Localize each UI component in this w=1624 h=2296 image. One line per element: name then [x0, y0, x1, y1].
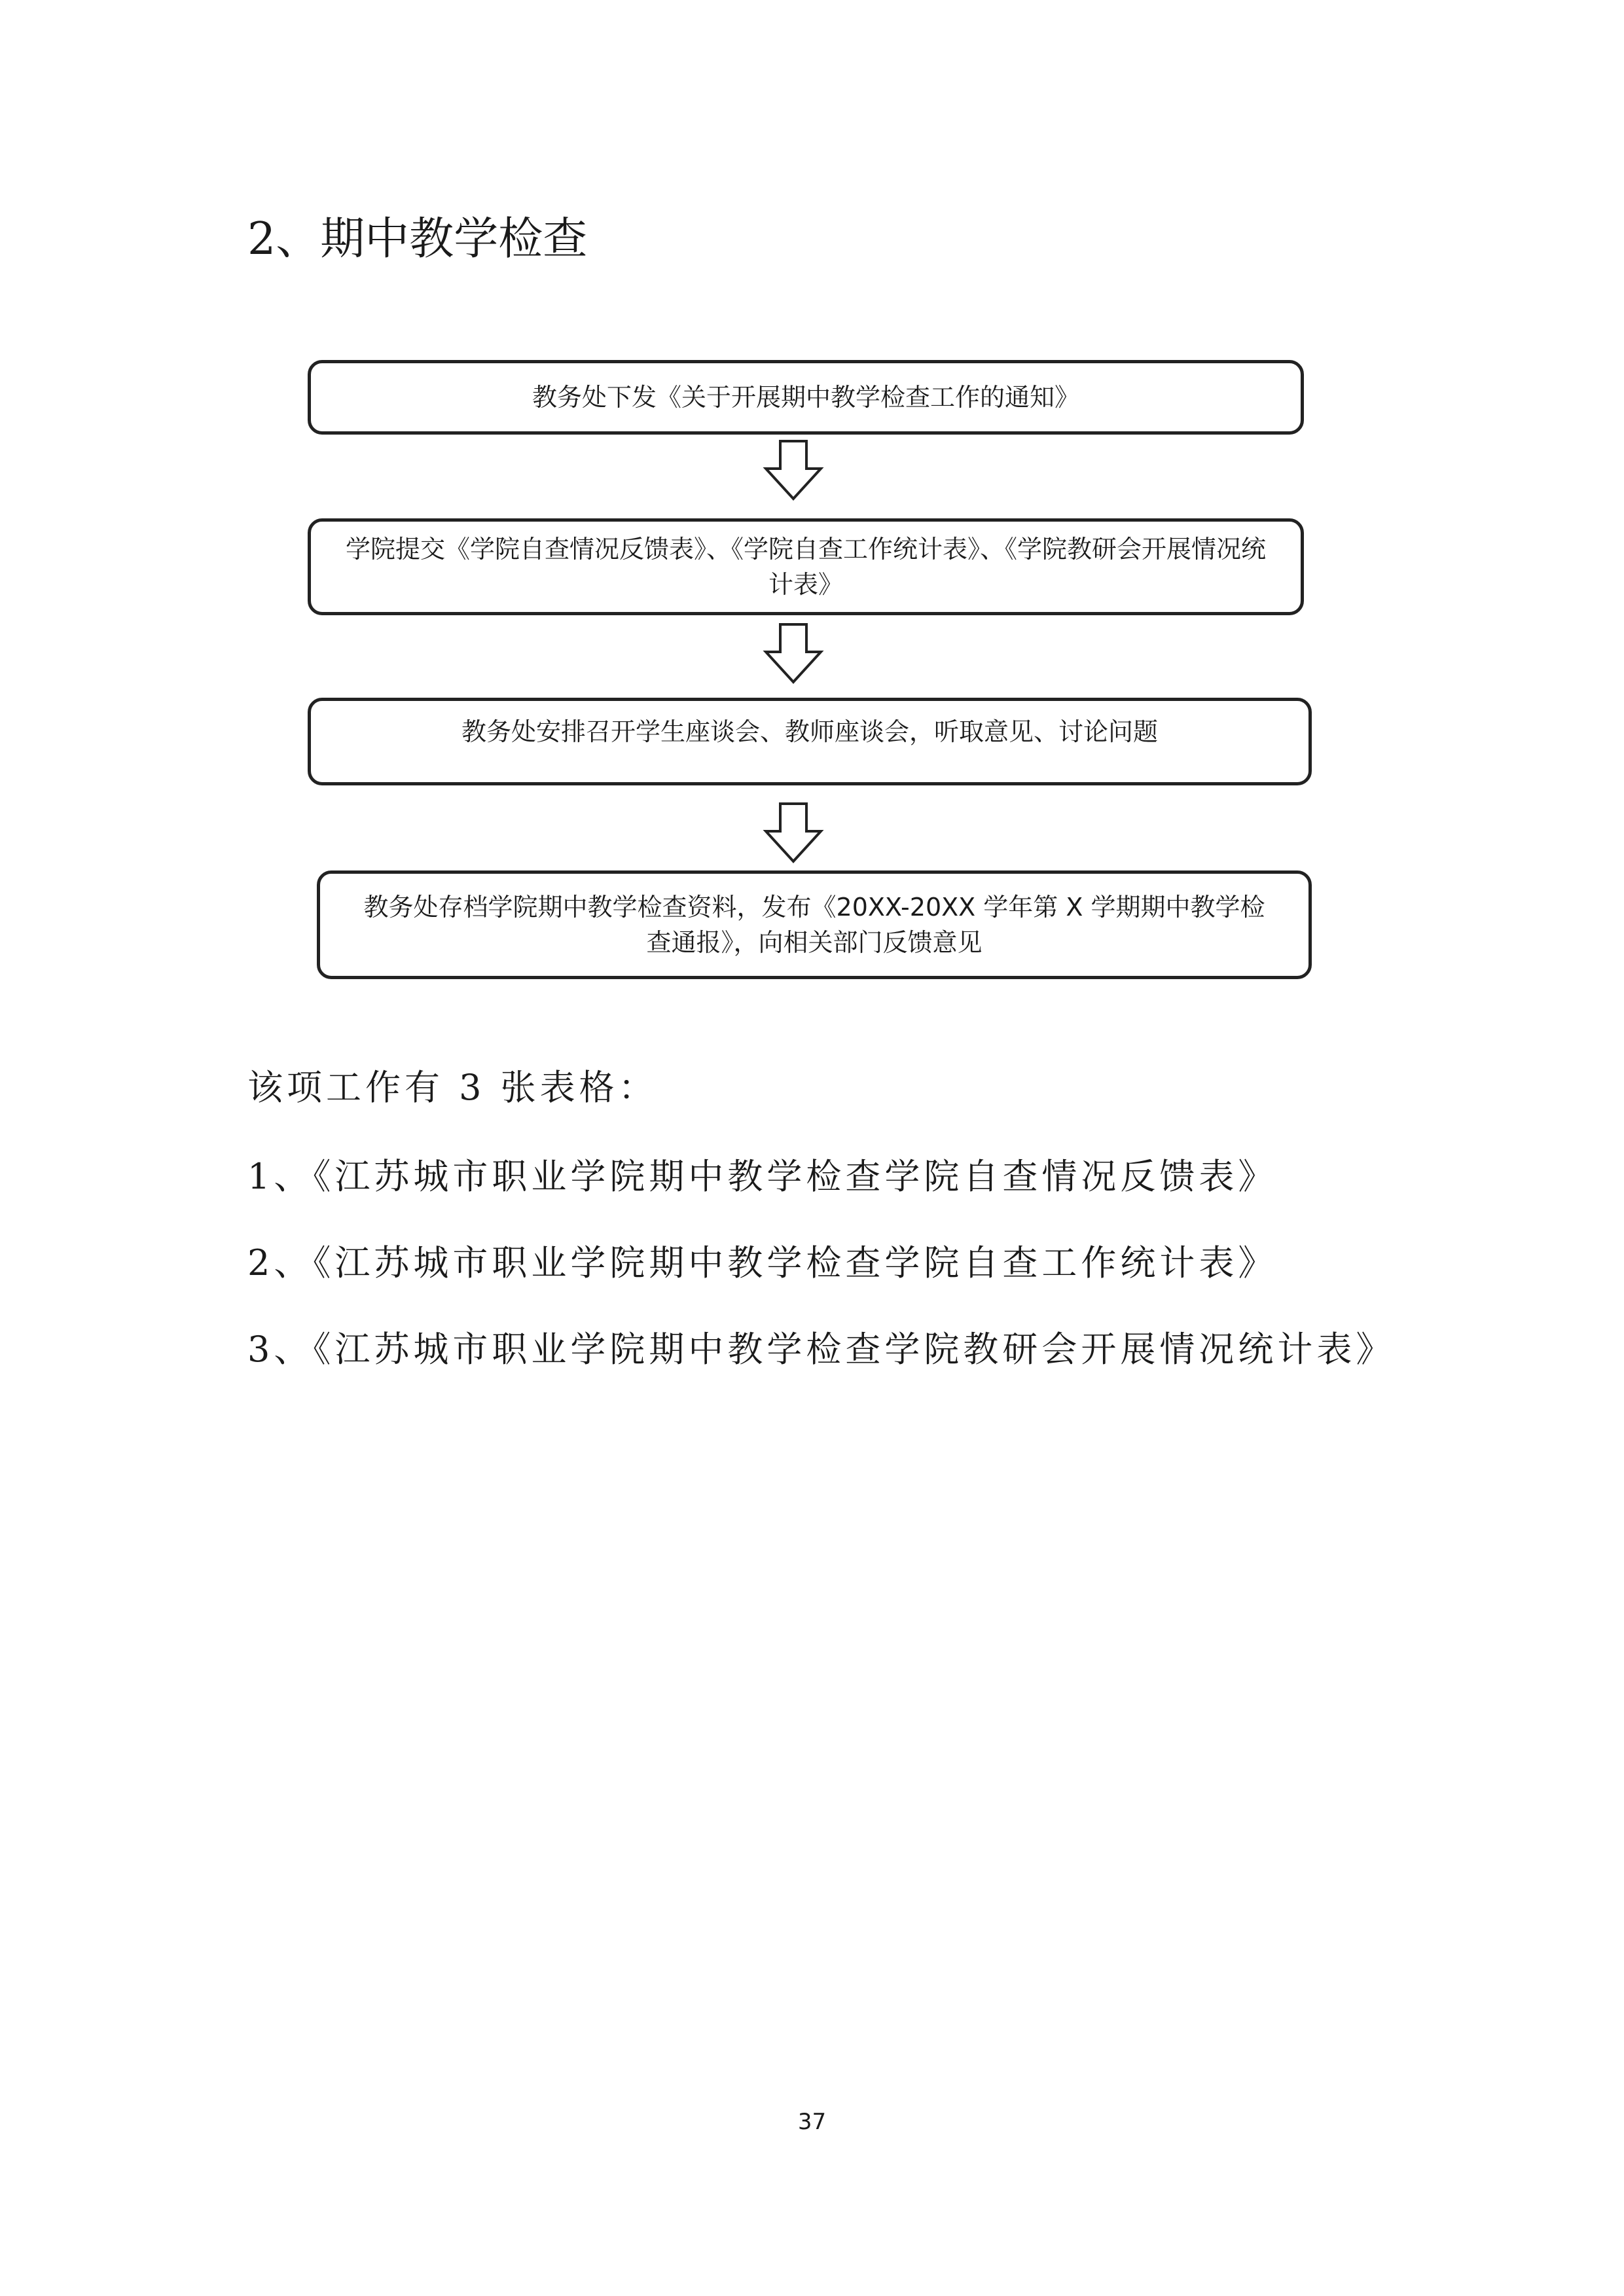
flow-step-1-text: 教务处下发《关于开展期中教学检查工作的通知》: [532, 383, 1079, 412]
flow-step-4-text: 教务处存档学院期中教学检查资料，发布《20XX-20XX 学年第 X 学期期中教学检查通报》，向相关部门反馈意见: [363, 893, 1265, 957]
flow-step-2: [308, 518, 1304, 615]
flow-step-4: [317, 870, 1312, 979]
flow-step-2-text: 学院提交《学院自查情况反馈表》、《学院自查工作统计表》、《学院教研会开展情况统计表》: [345, 535, 1266, 599]
flow-step-1: [308, 360, 1304, 435]
forms-intro: 该项工作有 3 张表格：: [247, 1067, 658, 1108]
form-item-1: 1、《江苏城市职业学院期中教学检查学院自查情况反馈表》: [247, 1156, 1278, 1197]
form-item-3: 3、《江苏城市职业学院期中教学检查学院教研会开展情况统计表》: [247, 1329, 1396, 1370]
flow-step-3-text: 教务处安排召开学生座谈会、教师座谈会，听取意见、讨论问题: [461, 717, 1158, 746]
flow-step-3: [308, 698, 1312, 785]
down-arrow-icon: [762, 801, 825, 864]
page-number: 37: [797, 2109, 827, 2135]
form-item-2: 2、《江苏城市职业学院期中教学检查学院自查工作统计表》: [247, 1242, 1278, 1283]
down-arrow-icon: [762, 439, 825, 501]
section-heading: 2、期中教学检查: [247, 213, 588, 265]
down-arrow-icon: [762, 622, 825, 685]
